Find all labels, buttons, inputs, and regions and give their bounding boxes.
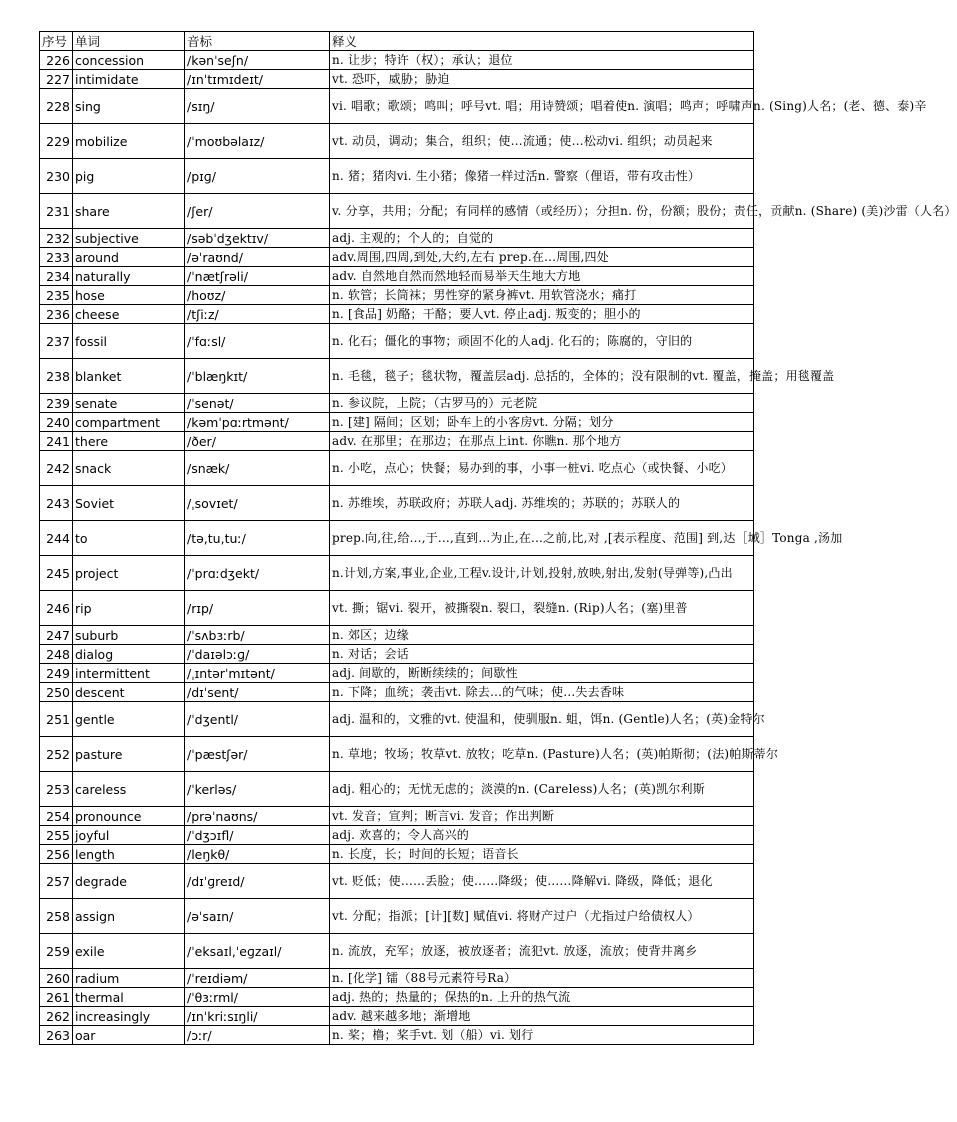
entry-word: around bbox=[73, 248, 185, 267]
entry-definition: adv. 自然地自然而然地轻而易举天生地大方地 bbox=[330, 267, 754, 286]
table-header-row bbox=[40, 32, 754, 51]
vocabulary-table bbox=[39, 31, 957, 1045]
entry-word: oar bbox=[73, 1026, 185, 1045]
entry-phonetic: /ˈsenət/ bbox=[185, 394, 330, 413]
entry-definition: n. 猪；猪肉vi. 生小猪；像猪一样过活n. 警察（俚语，带有攻击性） bbox=[330, 159, 754, 194]
entry-index: 257 bbox=[40, 864, 73, 899]
entry-phonetic: /ɪnˈtɪmɪdeɪt/ bbox=[185, 70, 330, 89]
entry-word: degrade bbox=[73, 864, 185, 899]
table-row bbox=[40, 89, 754, 124]
entry-index: 243 bbox=[40, 486, 73, 521]
entry-phonetic: /ˈθɜːrml/ bbox=[185, 988, 330, 1007]
entry-phonetic: /ˈmoʊbəlaɪz/ bbox=[185, 124, 330, 159]
entry-phonetic: /ɪnˈkriːsɪŋli/ bbox=[185, 1007, 330, 1026]
header-definition: 释义 bbox=[330, 32, 754, 51]
entry-word: senate bbox=[73, 394, 185, 413]
entry-phonetic: /ˈblæŋkɪt/ bbox=[185, 359, 330, 394]
entry-index: 233 bbox=[40, 248, 73, 267]
entry-phonetic: /snæk/ bbox=[185, 451, 330, 486]
table-row bbox=[40, 521, 754, 556]
entry-word: to bbox=[73, 521, 185, 556]
entry-word: length bbox=[73, 845, 185, 864]
entry-word: careless bbox=[73, 772, 185, 807]
table-row bbox=[40, 702, 754, 737]
entry-index: 246 bbox=[40, 591, 73, 626]
entry-phonetic: /tʃiːz/ bbox=[185, 305, 330, 324]
table-row bbox=[40, 267, 754, 286]
table-row bbox=[40, 807, 754, 826]
table-row bbox=[40, 324, 754, 359]
entry-index: 259 bbox=[40, 934, 73, 969]
entry-index: 228 bbox=[40, 89, 73, 124]
entry-index: 239 bbox=[40, 394, 73, 413]
entry-phonetic: /ˈsʌbɜːrb/ bbox=[185, 626, 330, 645]
entry-word: pasture bbox=[73, 737, 185, 772]
table-row bbox=[40, 248, 754, 267]
entry-definition: vt. 撕；锯vi. 裂开，被撕裂n. 裂口，裂缝n. (Rip)人名；(塞)里普 bbox=[330, 591, 754, 626]
table-row bbox=[40, 934, 754, 969]
entry-index: 229 bbox=[40, 124, 73, 159]
table-row bbox=[40, 70, 754, 89]
table-row bbox=[40, 737, 754, 772]
entry-phonetic: /əˈsaɪn/ bbox=[185, 899, 330, 934]
table-row bbox=[40, 359, 754, 394]
entry-word: subjective bbox=[73, 229, 185, 248]
entry-definition: n. 对话；会话 bbox=[330, 645, 754, 664]
entry-word: rip bbox=[73, 591, 185, 626]
entry-definition: prep.向,往,给...,于...,直到...为止,在...之前,比,对 ,[表示程度、范围] 到,达［域］Tonga ,汤加 bbox=[330, 521, 754, 556]
entry-definition: vt. 动员，调动；集合，组织；使…流通；使…松动vi. 组织；动员起来 bbox=[330, 124, 754, 159]
entry-definition: n. 小吃，点心；快餐；易办到的事，小事一桩vi. 吃点心（或快餐、小吃） bbox=[330, 451, 754, 486]
entry-definition: n. 让步；特许（权）；承认；退位 bbox=[330, 51, 754, 70]
entry-definition: n. [食品] 奶酪；干酪；要人vt. 停止adj. 叛变的；胆小的 bbox=[330, 305, 754, 324]
entry-definition: n. 流放，充军；放逐，被放逐者；流犯vt. 放逐，流放；使背井离乡 bbox=[330, 934, 754, 969]
entry-definition: adj. 温和的，文雅的vt. 使温和，使驯服n. 蛆，饵n. (Gentle)人名；(英)金特尔 bbox=[330, 702, 754, 737]
entry-phonetic: /ˈeksaɪl,ˈeɡzaɪl/ bbox=[185, 934, 330, 969]
entry-phonetic: /ˈprɑːdʒekt/ bbox=[185, 556, 330, 591]
entry-index: 226 bbox=[40, 51, 73, 70]
table-row bbox=[40, 845, 754, 864]
entry-definition: n. 软管；长筒袜；男性穿的紧身裤vt. 用软管浇水；痛打 bbox=[330, 286, 754, 305]
table-row bbox=[40, 645, 754, 664]
table-row bbox=[40, 194, 754, 229]
entry-definition: adj. 热的；热量的；保热的n. 上升的热气流 bbox=[330, 988, 754, 1007]
entry-phonetic: /leŋkθ/ bbox=[185, 845, 330, 864]
table-row bbox=[40, 1026, 754, 1045]
entry-index: 248 bbox=[40, 645, 73, 664]
entry-index: 231 bbox=[40, 194, 73, 229]
entry-definition: adj. 主观的；个人的；自觉的 bbox=[330, 229, 754, 248]
entry-index: 240 bbox=[40, 413, 73, 432]
entry-index: 235 bbox=[40, 286, 73, 305]
table-row bbox=[40, 229, 754, 248]
entry-phonetic: /sɪŋ/ bbox=[185, 89, 330, 124]
table-row bbox=[40, 988, 754, 1007]
table-row bbox=[40, 51, 754, 70]
entry-index: 253 bbox=[40, 772, 73, 807]
entry-phonetic: /ˈnætʃrəli/ bbox=[185, 267, 330, 286]
entry-phonetic: /kənˈseʃn/ bbox=[185, 51, 330, 70]
entry-index: 238 bbox=[40, 359, 73, 394]
header-word: 单词 bbox=[73, 32, 185, 51]
entry-index: 245 bbox=[40, 556, 73, 591]
table-row bbox=[40, 124, 754, 159]
table-row bbox=[40, 664, 754, 683]
entry-index: 262 bbox=[40, 1007, 73, 1026]
entry-word: Soviet bbox=[73, 486, 185, 521]
entry-definition: adv.周围,四周,到处,大约,左右 prep.在...周围,四处 bbox=[330, 248, 754, 267]
entry-index: 263 bbox=[40, 1026, 73, 1045]
entry-word: descent bbox=[73, 683, 185, 702]
entry-phonetic: /ˈdʒentl/ bbox=[185, 702, 330, 737]
entry-phonetic: /kəmˈpɑːrtmənt/ bbox=[185, 413, 330, 432]
entry-word: joyful bbox=[73, 826, 185, 845]
table-row bbox=[40, 772, 754, 807]
entry-definition: vt. 恐吓，威胁；胁迫 bbox=[330, 70, 754, 89]
table-row bbox=[40, 683, 754, 702]
entry-word: intimidate bbox=[73, 70, 185, 89]
entry-phonetic: /ˈdʒɔɪfl/ bbox=[185, 826, 330, 845]
entry-definition: adv. 在那里；在那边；在那点上int. 你瞧n. 那个地方 bbox=[330, 432, 754, 451]
entry-phonetic: /əˈraʊnd/ bbox=[185, 248, 330, 267]
entry-word: there bbox=[73, 432, 185, 451]
entry-phonetic: /ʃer/ bbox=[185, 194, 330, 229]
entry-phonetic: /ˌɪntərˈmɪtənt/ bbox=[185, 664, 330, 683]
entry-index: 261 bbox=[40, 988, 73, 1007]
entry-definition: adv. 越来越多地；渐增地 bbox=[330, 1007, 754, 1026]
entry-word: hose bbox=[73, 286, 185, 305]
entry-index: 237 bbox=[40, 324, 73, 359]
entry-definition: v. 分享，共用；分配；有同样的感情（或经历）；分担n. 份，份额；股份；责任，贡献n. (Share) (美)沙雷（人名） bbox=[330, 194, 754, 229]
entry-index: 230 bbox=[40, 159, 73, 194]
entry-index: 232 bbox=[40, 229, 73, 248]
entry-definition: vt. 分配；指派；[计][数] 赋值vi. 将财产过户（尤指过户给债权人） bbox=[330, 899, 754, 934]
table-row bbox=[40, 1007, 754, 1026]
entry-index: 244 bbox=[40, 521, 73, 556]
table-row bbox=[40, 286, 754, 305]
table-row bbox=[40, 159, 754, 194]
entry-definition: vt. 贬低；使……丢脸；使……降级；使……降解vi. 降级，降低；退化 bbox=[330, 864, 754, 899]
entry-word: pig bbox=[73, 159, 185, 194]
entry-word: thermal bbox=[73, 988, 185, 1007]
table-row bbox=[40, 413, 754, 432]
table-row bbox=[40, 864, 754, 899]
entry-definition: n. 苏维埃，苏联政府；苏联人adj. 苏维埃的；苏联的；苏联人的 bbox=[330, 486, 754, 521]
entry-word: increasingly bbox=[73, 1007, 185, 1026]
entry-word: gentle bbox=[73, 702, 185, 737]
entry-word: concession bbox=[73, 51, 185, 70]
entry-phonetic: /dɪˈɡreɪd/ bbox=[185, 864, 330, 899]
entry-phonetic: /ðer/ bbox=[185, 432, 330, 451]
entry-phonetic: /ˈpæstʃər/ bbox=[185, 737, 330, 772]
entry-word: radium bbox=[73, 969, 185, 988]
entry-word: compartment bbox=[73, 413, 185, 432]
entry-definition: n. 毛毯，毯子；毯状物，覆盖层adj. 总括的，全体的；没有限制的vt. 覆盖，掩盖；用毯覆盖 bbox=[330, 359, 754, 394]
entry-phonetic: /ˈfɑːsl/ bbox=[185, 324, 330, 359]
entry-index: 241 bbox=[40, 432, 73, 451]
entry-index: 236 bbox=[40, 305, 73, 324]
entry-definition: n. 草地；牧场；牧草vt. 放牧；吃草n. (Pasture)人名；(英)帕斯彻；(法)帕斯蒂尔 bbox=[330, 737, 754, 772]
entry-phonetic: /ɔːr/ bbox=[185, 1026, 330, 1045]
entry-word: mobilize bbox=[73, 124, 185, 159]
entry-phonetic: /səbˈdʒektɪv/ bbox=[185, 229, 330, 248]
entry-phonetic: /hoʊz/ bbox=[185, 286, 330, 305]
entry-index: 249 bbox=[40, 664, 73, 683]
entry-phonetic: /rɪp/ bbox=[185, 591, 330, 626]
entry-definition: n. 长度，长；时间的长短；语音长 bbox=[330, 845, 754, 864]
entry-index: 254 bbox=[40, 807, 73, 826]
entry-word: fossil bbox=[73, 324, 185, 359]
table-row bbox=[40, 394, 754, 413]
header-phonetic: 音标 bbox=[185, 32, 330, 51]
entry-index: 256 bbox=[40, 845, 73, 864]
entry-word: suburb bbox=[73, 626, 185, 645]
entry-word: sing bbox=[73, 89, 185, 124]
entry-index: 227 bbox=[40, 70, 73, 89]
entry-definition: vt. 发音；宣判；断言vi. 发音；作出判断 bbox=[330, 807, 754, 826]
entry-phonetic: /ˈdaɪəlɔːɡ/ bbox=[185, 645, 330, 664]
entry-index: 255 bbox=[40, 826, 73, 845]
entry-definition: n. 下降；血统；袭击vt. 除去…的气味；使…失去香味 bbox=[330, 683, 754, 702]
entry-index: 234 bbox=[40, 267, 73, 286]
entry-phonetic: /ˈreɪdiəm/ bbox=[185, 969, 330, 988]
entry-phonetic: /ˈkerləs/ bbox=[185, 772, 330, 807]
entry-definition: n. [建] 隔间；区划；卧车上的小客房vt. 分隔；划分 bbox=[330, 413, 754, 432]
entry-definition: n. 郊区；边缘 bbox=[330, 626, 754, 645]
entry-word: cheese bbox=[73, 305, 185, 324]
entry-definition: n. 化石；僵化的事物；顽固不化的人adj. 化石的；陈腐的，守旧的 bbox=[330, 324, 754, 359]
table-row bbox=[40, 556, 754, 591]
table-row bbox=[40, 899, 754, 934]
entry-index: 251 bbox=[40, 702, 73, 737]
table-row bbox=[40, 486, 754, 521]
entry-index: 252 bbox=[40, 737, 73, 772]
entry-word: pronounce bbox=[73, 807, 185, 826]
entry-word: intermittent bbox=[73, 664, 185, 683]
entry-word: snack bbox=[73, 451, 185, 486]
entry-word: project bbox=[73, 556, 185, 591]
entry-index: 260 bbox=[40, 969, 73, 988]
entry-word: dialog bbox=[73, 645, 185, 664]
entry-word: share bbox=[73, 194, 185, 229]
entry-index: 258 bbox=[40, 899, 73, 934]
table-row bbox=[40, 626, 754, 645]
entry-definition: adj. 粗心的；无忧无虑的；淡漠的n. (Careless)人名；(英)凯尔利斯 bbox=[330, 772, 754, 807]
table-row bbox=[40, 591, 754, 626]
entry-word: exile bbox=[73, 934, 185, 969]
entry-definition: n. 桨；橹；桨手vt. 划（船）vi. 划行 bbox=[330, 1026, 754, 1045]
entry-index: 247 bbox=[40, 626, 73, 645]
entry-definition: adj. 间歇的，断断续续的；间歇性 bbox=[330, 664, 754, 683]
header-index: 序号 bbox=[40, 32, 73, 51]
entry-phonetic: /pɪɡ/ bbox=[185, 159, 330, 194]
entry-phonetic: /tə,tu,tuː/ bbox=[185, 521, 330, 556]
entry-index: 250 bbox=[40, 683, 73, 702]
entry-phonetic: /dɪˈsent/ bbox=[185, 683, 330, 702]
entry-word: blanket bbox=[73, 359, 185, 394]
table-row bbox=[40, 451, 754, 486]
entry-word: naturally bbox=[73, 267, 185, 286]
entry-definition: n.计划,方案,事业,企业,工程v.设计,计划,投射,放映,射出,发射(导弹等),凸出 bbox=[330, 556, 754, 591]
entry-phonetic: /ˌsovɪet/ bbox=[185, 486, 330, 521]
table-row bbox=[40, 969, 754, 988]
table-row bbox=[40, 305, 754, 324]
entry-index: 242 bbox=[40, 451, 73, 486]
entry-definition: adj. 欢喜的；令人高兴的 bbox=[330, 826, 754, 845]
entry-word: assign bbox=[73, 899, 185, 934]
entry-definition: n. 参议院，上院；（古罗马的）元老院 bbox=[330, 394, 754, 413]
table-row bbox=[40, 826, 754, 845]
entry-definition: n. [化学] 镭（88号元素符号Ra） bbox=[330, 969, 754, 988]
entry-phonetic: /prəˈnaʊns/ bbox=[185, 807, 330, 826]
table-row bbox=[40, 432, 754, 451]
entry-definition: vi. 唱歌；歌颂；鸣叫；呼号vt. 唱；用诗赞颂；唱着使n. 演唱；鸣声；呼啸声n. (Sing)人名；(老、德、泰)辛 bbox=[330, 89, 754, 124]
